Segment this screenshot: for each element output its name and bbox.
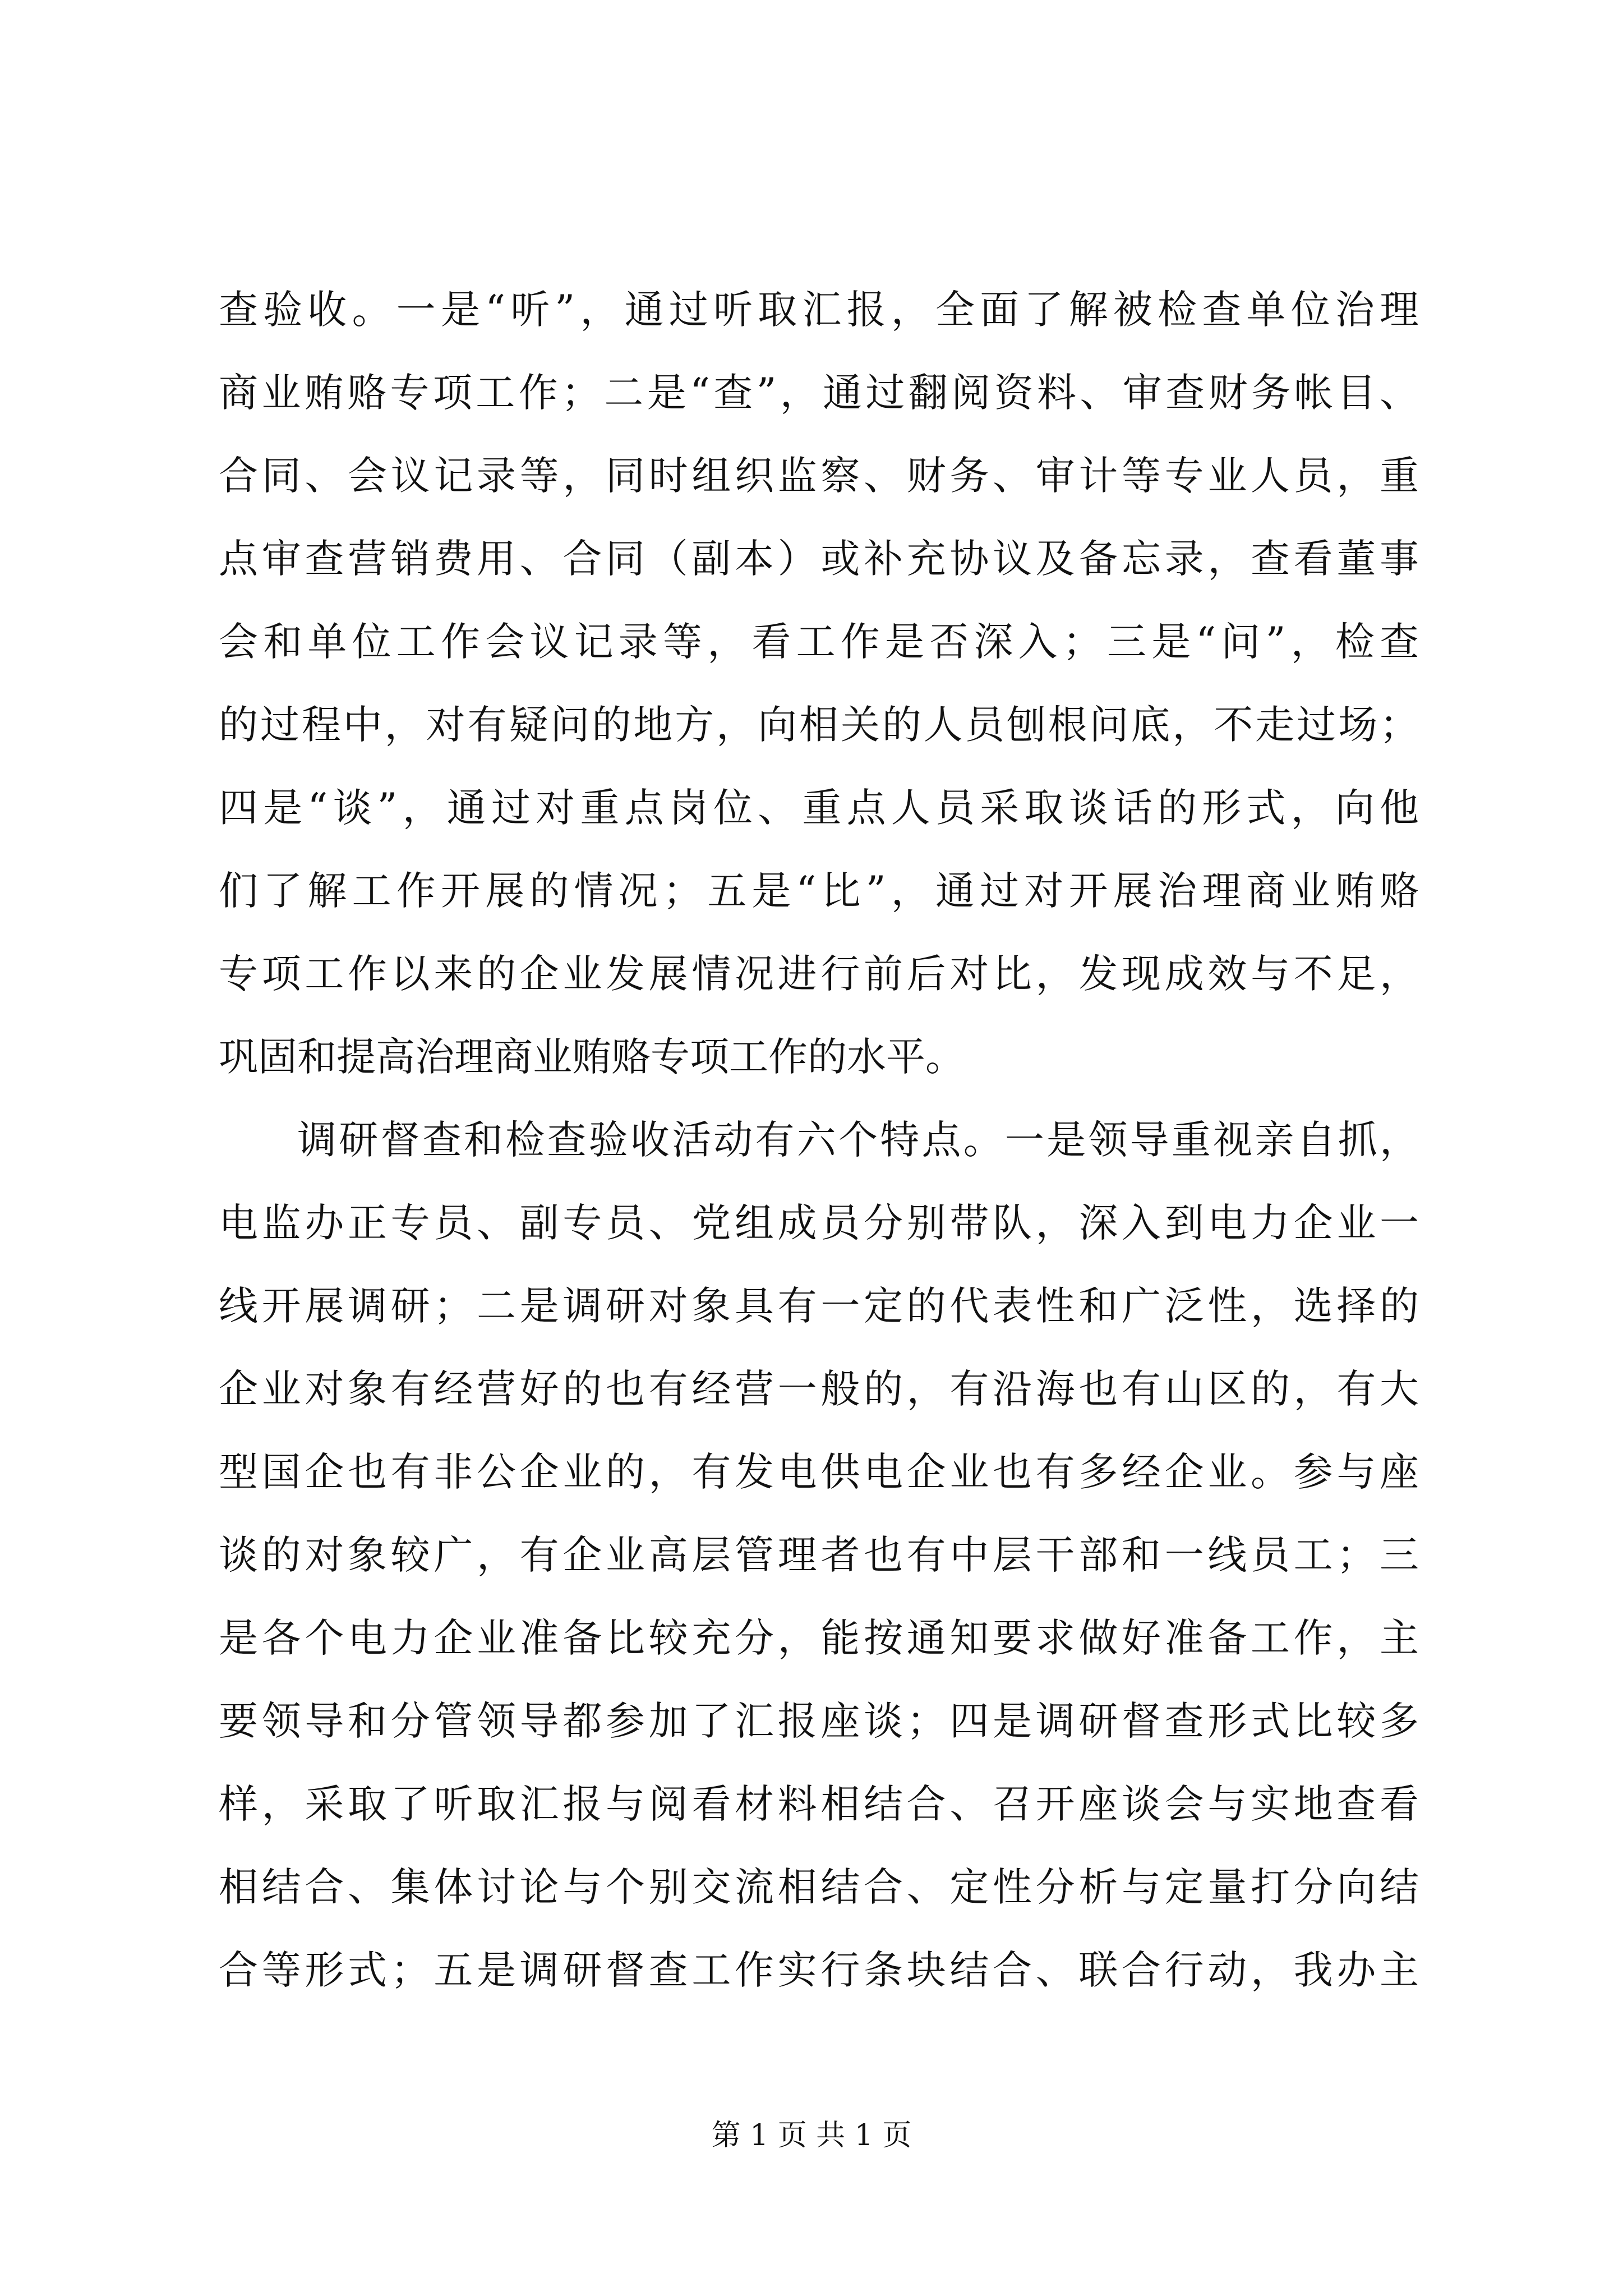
page-number-label: 第 1 页 共 1 页 xyxy=(711,2119,912,2152)
text-line: 查验收。一是“听”，通过听取汇报，全面了解被检查单位治理 xyxy=(219,287,1419,333)
text-line: 要领导和分管领导都参加了汇报座谈；四是调研督查形式比较多 xyxy=(219,1698,1419,1744)
page-footer xyxy=(0,2116,1623,2155)
text-line: 谈的对象较广，有企业高层管理者也有中层干部和一线员工；三 xyxy=(219,1532,1419,1578)
text-line: 商业贿赂专项工作；二是“查”，通过翻阅资料、审查财务帐目、 xyxy=(219,370,1419,416)
text-line: 是各个电力企业准备比较充分，能按通知要求做好准备工作，主 xyxy=(219,1615,1419,1661)
text-line: 电监办正专员、副专员、党组成员分别带队，深入到电力企业一 xyxy=(219,1200,1419,1246)
text-line: 合等形式；五是调研督查工作实行条块结合、联合行动，我办主 xyxy=(219,1947,1419,1993)
text-line: 调研督查和检查验收活动有六个特点。一是领导重视亲自抓， xyxy=(297,1117,1419,1163)
text-line: 点审查营销费用、合同（副本）或补充协议及备忘录，查看董事 xyxy=(219,536,1419,582)
text-line: 企业对象有经营好的也有经营一般的，有沿海也有山区的，有大 xyxy=(219,1366,1419,1412)
text-line: 会和单位工作会议记录等，看工作是否深入；三是“问”，检查 xyxy=(219,619,1419,665)
text-line: 巩固和提高治理商业贿赂专项工作的水平。 xyxy=(219,1034,965,1080)
text-line: 相结合、集体讨论与个别交流相结合、定性分析与定量打分向结 xyxy=(219,1864,1419,1910)
text-line: 型国企也有非公企业的，有发电供电企业也有多经企业。参与座 xyxy=(219,1449,1419,1495)
text-line: 合同、会议记录等，同时组织监察、财务、审计等专业人员，重 xyxy=(219,453,1419,499)
text-line: 四是“谈”，通过对重点岗位、重点人员采取谈话的形式，向他 xyxy=(219,785,1419,831)
document-body xyxy=(219,268,1419,2012)
text-line: 们了解工作开展的情况；五是“比”，通过对开展治理商业贿赂 xyxy=(219,868,1419,914)
text-line: 的过程中，对有疑问的地方，向相关的人员刨根问底，不走过场； xyxy=(219,702,1419,748)
text-line: 样，采取了听取汇报与阅看材料相结合、召开座谈会与实地查看 xyxy=(219,1781,1419,1827)
text-line: 专项工作以来的企业发展情况进行前后对比，发现成效与不足， xyxy=(219,951,1419,997)
text-line: 线开展调研；二是调研对象具有一定的代表性和广泛性，选择的 xyxy=(219,1283,1419,1329)
